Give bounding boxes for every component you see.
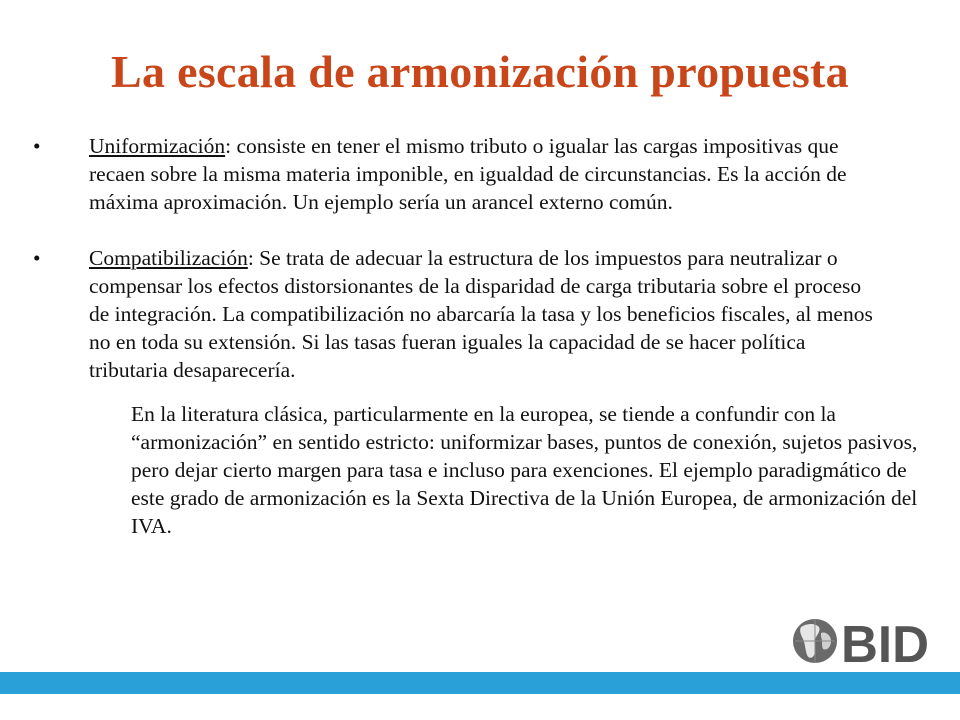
globe-icon: [793, 619, 837, 663]
logo-text: BID: [841, 616, 929, 669]
bid-logo: [791, 613, 931, 669]
footer-bar: [0, 672, 960, 694]
bullet-list: [0, 132, 960, 540]
bullet-term: Compatibilización: [89, 246, 248, 270]
bullet-term: Uniformización: [89, 134, 226, 158]
bullet-marker: •: [33, 246, 41, 270]
bullet-uniformizacion: [33, 132, 879, 216]
bullet-compatibilizacion: [33, 244, 879, 384]
slide-title: La escala de armonización propuesta: [111, 46, 849, 97]
bullet-text: : Se trata de adecuar la estructura de los impuestos para neutralizar o compensar los efectos distorsionantes de la disparidad de carga tributaria sobre el proceso de integración. La compatibilización no abarcaría la tasa y los beneficios fiscales, al menos no en toda su extensión. Si las tasas fueran iguales la capacidad de se hacer política tributaria desaparecería.: [89, 246, 873, 382]
bullet-marker: •: [33, 134, 41, 158]
indented-paragraph: En la literatura clásica, particularmente en la europea, se tiende a confundir con la “armonización” en sentido estricto: uniformizar bases, puntos de conexión, sujetos pasivos, pero dejar cierto margen para tasa e incluso para exenciones. El ejemplo paradigmático de este grado de armonización es la Sexta Directiva de la Unión Europea, de armonización del IVA.: [131, 402, 918, 538]
bullet-text: : consiste en tener el mismo tributo o igualar las cargas impositivas que recaen sobre la misma materia imponible, en igualdad de circunstancias. Es la acción de máxima aproximación. Un ejemplo sería un arancel externo común.: [89, 134, 847, 214]
